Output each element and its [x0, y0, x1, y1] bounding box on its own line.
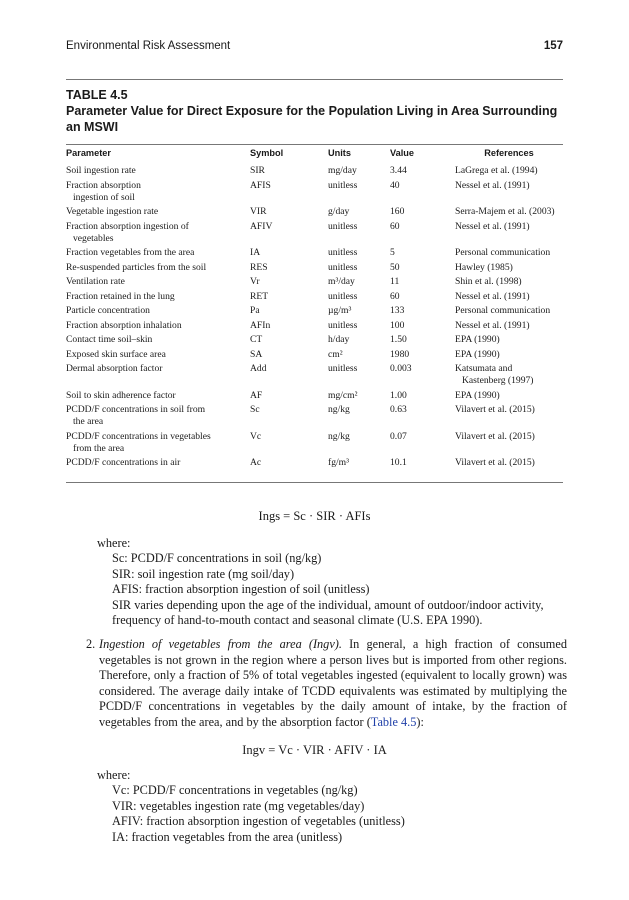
cell-reference: [455, 180, 563, 207]
cell-parameter-line: Re-suspended particles from the soil: [66, 261, 207, 273]
cell-symbol: AF: [250, 389, 263, 401]
cell-symbol: Add: [250, 363, 267, 374]
cell-units: unitless: [328, 179, 358, 191]
cell-units: unitless: [328, 290, 358, 302]
cell-parameter: [66, 320, 250, 335]
header-rule: [66, 79, 563, 80]
running-header-title: Environmental Risk Assessment: [66, 40, 231, 52]
item-lead: Ingestion of vegetables from the area: [99, 637, 302, 651]
table-row: [66, 320, 563, 335]
cell-value: 1.00: [390, 389, 407, 401]
cell-reference: [455, 165, 563, 180]
cell-value: 11: [390, 276, 400, 287]
cell-reference-line: LaGrega et al. (1994): [455, 165, 538, 176]
cell-value: 10.1: [390, 457, 407, 468]
cell-reference-line: EPA (1990): [455, 334, 500, 345]
item-lead-symbol: (Ingv).: [308, 637, 342, 651]
table-row: [66, 221, 563, 248]
table-row: [66, 349, 563, 364]
definitions-list-1: [112, 551, 567, 629]
table-body: [66, 165, 563, 472]
cell-symbol: VIR: [250, 206, 267, 217]
definition-item: VIR: vegetables ingestion rate (mg vegetables/day): [112, 798, 365, 813]
table-row: [66, 276, 563, 291]
column-header-references: References: [484, 148, 534, 158]
cell-reference-line: Nessel et al. (1991): [455, 290, 530, 302]
cell-reference-line: Personal communication: [455, 305, 551, 316]
cell-parameter: [66, 363, 250, 390]
table-title: Parameter Value for Direct Exposure for the Population Living in Area Surrounding an MSWI: [66, 104, 558, 134]
cell-reference: [455, 247, 563, 262]
cell-reference: [455, 291, 563, 306]
cell-symbol: Vc: [250, 430, 262, 442]
running-header: [66, 40, 563, 56]
cell-value: 133: [390, 305, 405, 316]
cell-reference: [455, 457, 563, 472]
cell-reference: [455, 404, 563, 431]
cell-symbol: RET: [250, 290, 269, 302]
cell-reference: [455, 276, 563, 291]
equation-ingv: Ingv = Vc · VIR · AFIV · IA: [242, 743, 387, 757]
table-row: [66, 180, 563, 207]
cell-parameter: [66, 206, 250, 221]
cell-units: unitless: [328, 220, 358, 232]
cell-symbol: Vr: [250, 276, 260, 287]
cell-parameter: [66, 291, 250, 306]
cell-reference-line: EPA (1990): [455, 348, 500, 360]
cell-parameter: [66, 180, 250, 207]
cell-reference-line: Shin et al. (1998): [455, 276, 522, 287]
cell-symbol: AFIn: [250, 319, 271, 331]
cell-parameter: [66, 165, 250, 180]
cell-parameter-line: Soil ingestion rate: [66, 165, 136, 176]
cell-units: fg/m³: [328, 457, 349, 468]
cell-parameter-line: Fraction vegetables from the area: [66, 247, 195, 258]
cell-units: cm²: [328, 348, 343, 360]
cell-parameter: [66, 404, 250, 431]
table-label: TABLE 4.5: [66, 88, 128, 102]
list-item-number: 2.: [86, 637, 96, 651]
cell-reference: [455, 305, 563, 320]
cell-reference-line: Nessel et al. (1991): [455, 179, 530, 191]
cell-symbol: Ac: [250, 457, 262, 468]
cell-reference-line: Hawley (1985): [455, 261, 513, 273]
cell-parameter: [66, 221, 250, 248]
column-header-units: Units: [328, 148, 351, 158]
cell-reference-line: Serra-Majem et al. (2003): [455, 206, 555, 217]
cell-units: unitless: [328, 363, 358, 374]
cell-value: 5: [390, 247, 395, 258]
table-row: [66, 262, 563, 277]
definition-item: AFIV: fraction absorption ingestion of vegetables (unitless): [112, 814, 405, 829]
cell-parameter-line: Dermal absorption factor: [66, 363, 163, 374]
cell-units: g/day: [328, 206, 350, 217]
cell-parameter: [66, 305, 250, 320]
cell-reference: [455, 431, 563, 458]
cell-reference: [455, 334, 563, 349]
cell-value: 0.003: [390, 363, 412, 374]
cell-parameter-line: Fraction absorption: [66, 179, 141, 191]
table-row: [66, 390, 563, 405]
cell-parameter: [66, 334, 250, 349]
table-top-rule: [66, 144, 563, 145]
item-body: In general, a high fraction of consumed vegetables is not grown in the region where a person lives but is imported from other regions. Therefore, only a fraction of 5% of total vegetables ingested (equivalent to locally grown) was considered. The average daily intake of TCDD equivalents was estimated by multiplying the PCDD/F concentrations in vegetables by the daily amount of intake, by the fraction of vegetables from the area, and by the absorption factor (: [99, 637, 567, 729]
cell-reference-line: Katsumata and: [455, 363, 513, 374]
cell-value: 160: [390, 206, 405, 217]
cell-parameter-line: Exposed skin surface area: [66, 348, 166, 360]
definition-item: Sc: PCDD/F concentrations in soil (ng/kg): [112, 551, 322, 565]
cell-parameter-line: vegetables: [73, 232, 114, 244]
cell-units: mg/day: [328, 165, 357, 176]
cell-parameter: [66, 431, 250, 458]
cell-parameter-line: PCDD/F concentrations in soil from: [66, 404, 206, 415]
cell-reference: [455, 206, 563, 221]
table-row: [66, 305, 563, 320]
cell-parameter-line: Fraction absorption ingestion of: [66, 220, 189, 232]
table-bottom-rule: [66, 482, 563, 483]
equation-ings: Ings = Sc · SIR · AFIs: [258, 509, 371, 523]
cell-parameter-line: from the area: [73, 442, 125, 454]
cell-parameter-line: Ventilation rate: [66, 276, 125, 287]
cell-symbol: RES: [250, 261, 268, 273]
cell-value: 0.07: [390, 430, 407, 442]
cell-parameter-line: the area: [73, 416, 104, 427]
cell-units: unitless: [328, 261, 358, 273]
table-row: [66, 431, 563, 458]
column-header-value: Value: [390, 148, 415, 158]
cell-parameter: [66, 262, 250, 277]
table-row: [66, 165, 563, 180]
definition-item: Vc: PCDD/F concentrations in vegetables (ng/kg): [112, 783, 358, 797]
cell-value: 100: [390, 319, 405, 331]
table-caption: [66, 87, 563, 135]
cell-reference: [455, 262, 563, 277]
cell-reference-line: Vilavert et al. (2015): [455, 404, 535, 415]
cell-units: m³/day: [328, 276, 355, 287]
definition-item: SIR: soil ingestion rate (mg soil/day): [112, 566, 295, 581]
cell-units: ng/kg: [328, 430, 350, 442]
cell-parameter-line: PCDD/F concentrations in air: [66, 457, 181, 468]
table-row: [66, 404, 563, 431]
cell-symbol: SIR: [250, 165, 265, 176]
cell-value: 60: [390, 220, 400, 232]
cell-reference: [455, 349, 563, 364]
cell-units: h/day: [328, 334, 350, 345]
cell-parameter-line: Contact time soil–skin: [66, 334, 153, 345]
cell-symbol: SA: [250, 348, 263, 360]
cell-parameter-line: PCDD/F concentrations in vegetables: [66, 430, 211, 442]
cell-symbol: IA: [250, 247, 261, 258]
cell-parameter: [66, 390, 250, 405]
cell-reference-line: Personal communication: [455, 247, 551, 258]
definition-item: AFIS: fraction absorption ingestion of soil (unitless): [112, 582, 370, 597]
list-item-text: [99, 637, 567, 731]
cell-parameter-line: Fraction retained in the lung: [66, 290, 175, 302]
cell-parameter-line: Particle concentration: [66, 305, 150, 316]
cell-reference-line: Nessel et al. (1991): [455, 220, 530, 232]
cell-symbol: Pa: [250, 305, 260, 316]
cell-units: ng/kg: [328, 404, 350, 415]
parameter-table: [66, 147, 563, 472]
table-row: [66, 334, 563, 349]
page-number: 157: [543, 40, 563, 52]
cell-reference-line: Nessel et al. (1991): [455, 319, 530, 331]
table-row: [66, 247, 563, 262]
cell-reference: [455, 221, 563, 248]
cell-reference: [455, 320, 563, 335]
cell-value: 60: [390, 290, 400, 302]
cell-parameter: [66, 276, 250, 291]
where-label-2: where:: [97, 768, 131, 782]
table-header-row: [66, 147, 563, 165]
cell-parameter: [66, 349, 250, 364]
cell-units: unitless: [328, 247, 358, 258]
cell-parameter: [66, 457, 250, 472]
cell-value: 0.63: [390, 404, 407, 415]
cell-symbol: CT: [250, 334, 263, 345]
cell-reference-line: Vilavert et al. (2015): [455, 430, 535, 442]
cell-reference-line: Vilavert et al. (2015): [455, 457, 535, 468]
cell-units: µg/m³: [328, 305, 352, 316]
table-row: [66, 291, 563, 306]
cell-value: 1980: [390, 348, 410, 360]
cell-parameter-line: Vegetable ingestion rate: [66, 206, 159, 217]
table-row: [66, 206, 563, 221]
cell-symbol: AFIS: [250, 179, 271, 191]
list-item-2: [86, 637, 567, 731]
cell-value: 50: [390, 261, 400, 273]
cell-parameter: [66, 247, 250, 262]
table-row: [66, 457, 563, 472]
definitions-list-2: [112, 783, 567, 845]
table-row: [66, 363, 563, 390]
cell-parameter-line: ingestion of soil: [73, 191, 135, 203]
cell-parameter-line: Fraction absorption inhalation: [66, 319, 182, 331]
table-cross-reference-link[interactable]: Table 4.5: [370, 714, 417, 729]
cell-reference: [455, 390, 563, 405]
cell-symbol: Sc: [250, 404, 260, 415]
cell-symbol: AFIV: [250, 220, 273, 232]
cell-reference: [455, 363, 563, 390]
cell-value: 3.44: [390, 165, 407, 176]
column-header-parameter: Parameter: [66, 148, 111, 158]
column-header-symbol: Symbol: [250, 148, 284, 158]
cell-reference-line: Kastenberg (1997): [462, 375, 534, 386]
cell-value: 1.50: [390, 334, 407, 345]
where-label: where:: [97, 536, 131, 550]
cell-value: 40: [390, 179, 400, 191]
cell-parameter-line: Soil to skin adherence factor: [66, 389, 176, 401]
cell-units: unitless: [328, 319, 358, 331]
item-tail: ):: [416, 714, 424, 729]
cell-reference-line: EPA (1990): [455, 389, 500, 401]
cell-units: mg/cm²: [328, 389, 358, 401]
definition-note: SIR varies depending upon the age of the individual, amount of outdoor/indoor activity, frequency of hand-to-mouth contact and seasonal climate (U.S. EPA 1990).: [112, 597, 544, 628]
definition-item: IA: fraction vegetables from the area (unitless): [112, 829, 343, 844]
